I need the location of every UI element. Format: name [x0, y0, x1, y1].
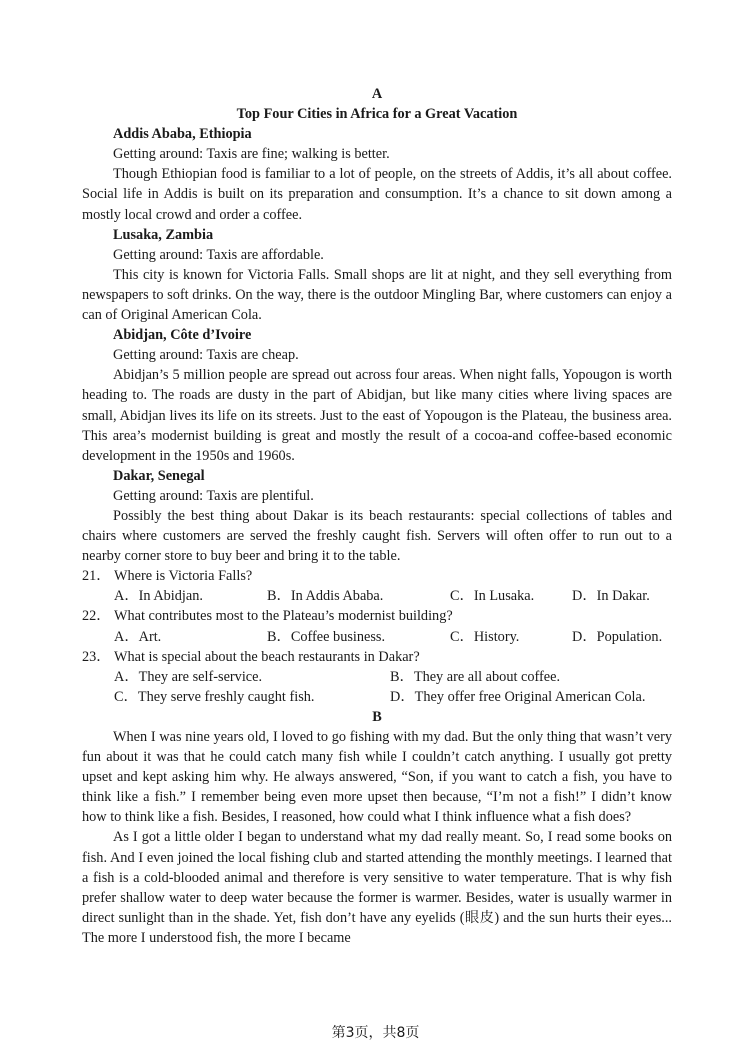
- option-d[interactable]: D．They offer free Original American Cola.: [390, 688, 646, 705]
- option-a[interactable]: A．Art.: [114, 628, 162, 645]
- city-name: Abidjan, Côte d’Ivoire: [113, 327, 252, 344]
- city-getting-around: Getting around: Taxis are affordable.: [113, 246, 324, 263]
- option-a[interactable]: A．They are self-service.: [114, 668, 263, 685]
- question-stem: [82, 566, 672, 586]
- option-c[interactable]: C．In Lusaka.: [450, 588, 535, 605]
- question-block: [82, 606, 672, 646]
- section-a-letter: A: [371, 86, 383, 102]
- question-number: 23．: [82, 648, 111, 665]
- city-body: Abidjan’s 5 million people are spread out across four areas. When night falls, Yopougon is worth heading to. The roads are dusty in the part of Abidjan, but like many cities where living spaces are small, Abidjan lives its life on its streets. Just to the east of Yopougon is the Plateau, the business area. This area’s modernist building is great and mostly the result of a cocoa-and coffee-based economic development in the 1950s and 1960s.: [82, 367, 672, 464]
- question-options: [82, 586, 672, 606]
- option-c[interactable]: C．History.: [450, 628, 520, 645]
- option-c[interactable]: C．They serve freshly caught fish.: [114, 688, 315, 705]
- section-b-paragraph: When I was nine years old, I loved to go fishing with my dad. But the only thing that wasn’t very fun about it was that he could catch many fish while I couldn’t catch anything. I usually got pretty upset and kept asking him why. He always answered, “Son, if you want to catch a fish, you have to think like a fish.” I remember being even more upset then because, “I’m not a fish!” I didn’t know how to think like a fish. Besides, I reasoned, how could what I think influence what a fish does?: [82, 729, 672, 826]
- option-b[interactable]: B．They are all about coffee.: [390, 668, 561, 685]
- question-number: 22．: [82, 608, 111, 625]
- option-d[interactable]: D．Population.: [572, 628, 663, 645]
- city-getting-around: Getting around: Taxis are fine; walking is better.: [113, 146, 390, 163]
- page-number: 第3页，共8页: [331, 1025, 420, 1041]
- city-block: [82, 466, 672, 566]
- city-body: Possibly the best thing about Dakar is its beach restaurants: special collections of tables and chairs where customers are served the freshly caught fish. Servers will often offer to run out to a nearby corner store to buy beer and bring it to the table.: [82, 507, 672, 565]
- question-number: 21．: [82, 568, 111, 585]
- question-block: [82, 566, 672, 606]
- city-block: [82, 124, 672, 224]
- page-content: [82, 84, 672, 948]
- city-block: [82, 325, 672, 466]
- option-b[interactable]: B．Coffee business.: [267, 628, 386, 645]
- section-a-title: Top Four Cities in Africa for a Great Vacation: [236, 106, 518, 123]
- city-body: This city is known for Victoria Falls. Small shops are lit at night, and they sell everything from newspapers to soft drinks. On the way, there is the outdoor Mingling Bar, where customers can enjoy a can of Original American Cola.: [82, 266, 672, 324]
- question-options: [82, 627, 672, 647]
- section-b-letter: B: [372, 708, 382, 725]
- city-getting-around: Getting around: Taxis are plentiful.: [113, 487, 314, 504]
- question-stem: [82, 647, 672, 667]
- city-name: Dakar, Senegal: [113, 467, 205, 484]
- city-getting-around: Getting around: Taxis are cheap.: [113, 347, 299, 364]
- question-stem: [82, 606, 672, 626]
- option-b[interactable]: B．In Addis Ababa.: [267, 588, 384, 605]
- section-b-paragraph: As I got a little older I began to understand what my dad really meant. So, I read some books on fish. And I even joined the local fishing club and started attending the monthly meetings. I learned that a fish is a cold-blooded animal and therefore is very sensitive to water temperature. That is why fish prefer shallow water to deep water because the former is warmer. Besides, water is usually warmer in direct sunlight than in the shade. Yet, fish don’t have any eyelids (眼皮) and the sun hurts their eyes... The more I understood fish, the more I became: [82, 829, 672, 946]
- question-text: What contributes most to the Plateau’s modernist building?: [114, 608, 453, 625]
- question-block: [82, 647, 672, 707]
- city-name: Addis Ababa, Ethiopia: [113, 126, 252, 143]
- city-body: Though Ethiopian food is familiar to a lot of people, on the streets of Addis, it’s all about coffee. Social life in Addis is built on its preparation and consumption. It’s a chance to sit down among a mostly local crowd and order a coffee.: [82, 166, 672, 223]
- option-d[interactable]: D．In Dakar.: [572, 588, 650, 605]
- question-text: Where is Victoria Falls?: [114, 568, 253, 585]
- city-block: [82, 225, 672, 325]
- option-a[interactable]: A．In Abidjan.: [114, 588, 203, 605]
- city-name: Lusaka, Zambia: [113, 226, 214, 243]
- question-text: What is special about the beach restaurants in Dakar?: [114, 648, 420, 665]
- question-options: [82, 667, 672, 707]
